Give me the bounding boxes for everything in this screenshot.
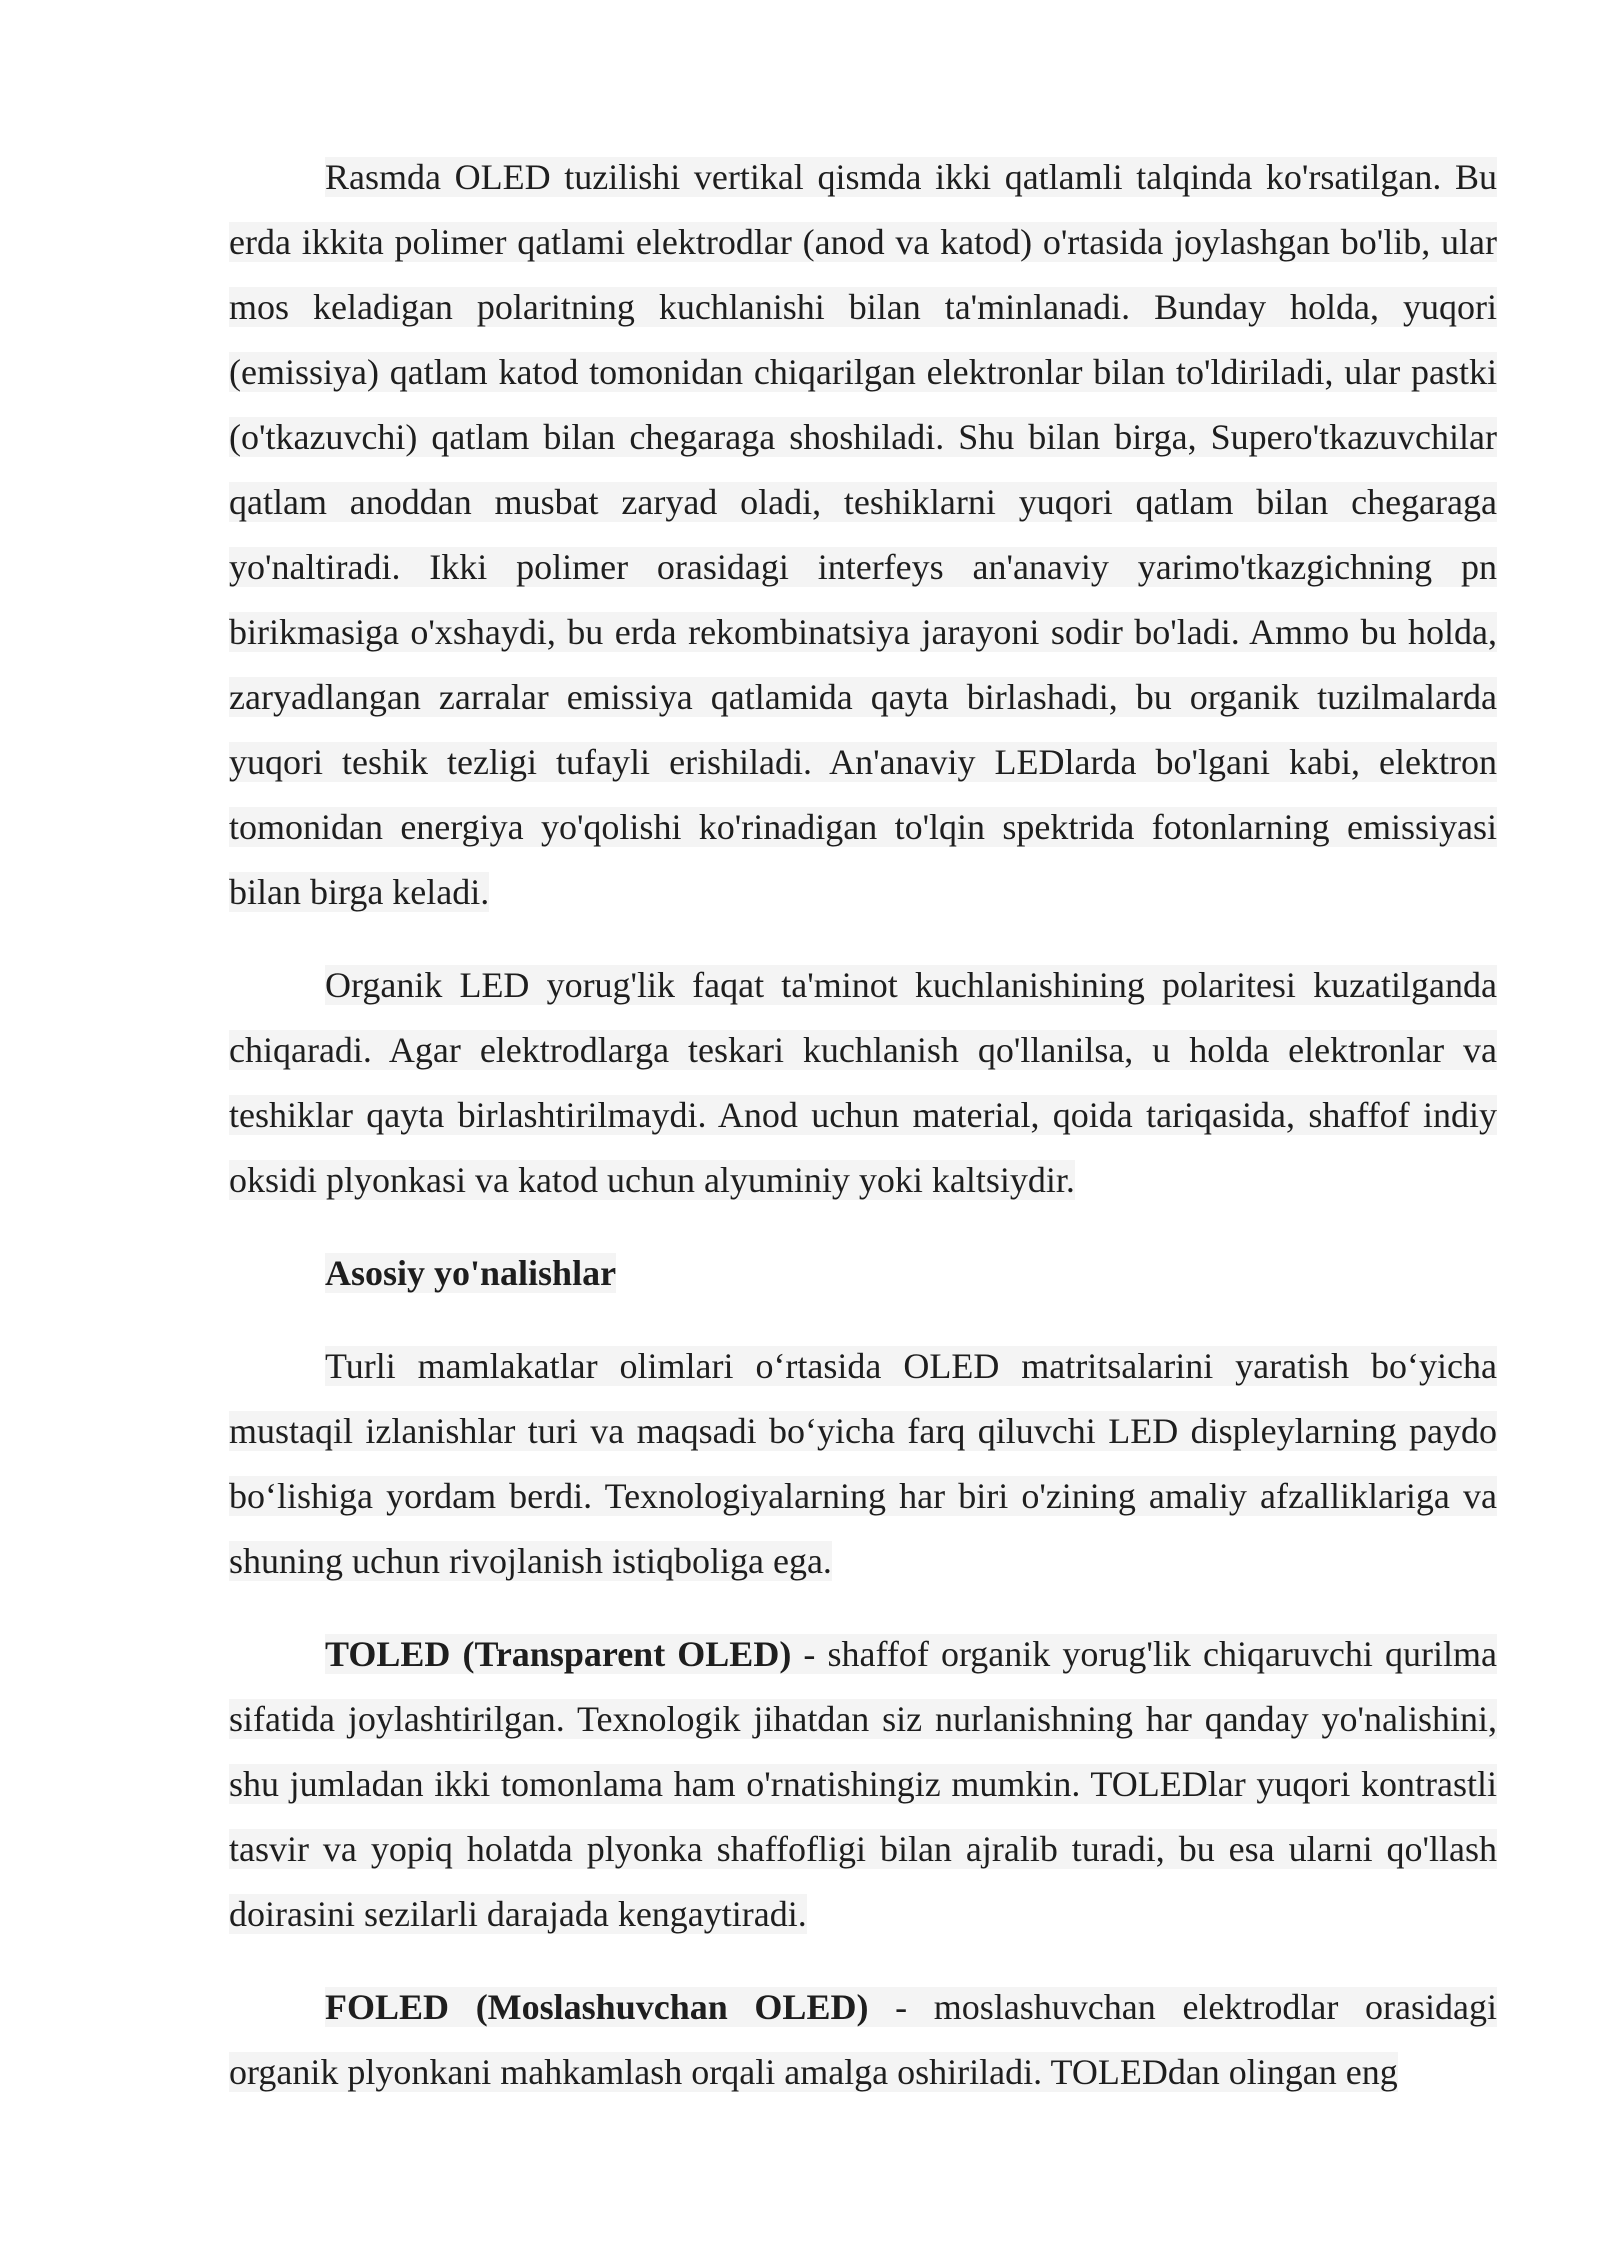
paragraph-text: - moslashuvchan elektrodlar orasidagi organik plyonkani mahkamlash orqali amalga oshiriladi. TOLEDdan olingan eng xyxy=(229,1987,1498,2092)
paragraph-text: - shaffof organik yorug'lik chiqaruvchi qurilma sifatida joylashtirilgan. Texnologik jihatdan siz nurlanishning har qanday yo'nalishini, shu jumladan ikki tomonlama ham o'rnatishingiz mumkin. TOLEDlar yuqori kontrastli tasvir va yopiq holatda plyonka shaffofligi bilan ajralib turadi, bu esa ularni qo'llash doirasini sezilarli darajada kengaytiradi. xyxy=(229,1634,1497,1934)
paragraph-toled xyxy=(229,1622,1497,1947)
paragraph-oled-structure xyxy=(229,145,1497,925)
heading-text: Asosiy yo'nalishlar xyxy=(325,1253,617,1293)
paragraph-oled-polarity xyxy=(229,953,1497,1213)
paragraph-text: Turli mamlakatlar olimlari o‘rtasida OLED matritsalarini yaratish bo‘yicha mustaqil izlanishlar turi va maqsadi bo‘yicha farq qiluvchi LED displeylarning paydo bo‘lishiga yordam berdi. Texnologiyalarning har biri o'zining amaliy afzalliklariga va shuning uchun rivojlanish istiqboliga ega. xyxy=(229,1346,1497,1581)
section-heading xyxy=(229,1241,1497,1306)
paragraph-text: Organik LED yorug'lik faqat ta'minot kuchlanishining polaritesi kuzatilganda chiqaradi. Agar elektrodlarga teskari kuchlanish qo'llanilsa, u holda elektronlar va teshiklar qayta birlashtirilmaydi. Anod uchun material, qoida tariqasida, shaffof indiy oksidi plyonkasi va katod uchun alyuminiy yoki kaltsiydir. xyxy=(229,965,1497,1200)
document-page xyxy=(229,145,1497,2133)
term-foled: FOLED (Moslashuvchan OLED) xyxy=(325,1987,869,2027)
paragraph-research xyxy=(229,1334,1497,1594)
term-toled: TOLED (Transparent OLED) xyxy=(325,1634,792,1674)
paragraph-text: Rasmda OLED tuzilishi vertikal qismda ikki qatlamli talqinda ko'rsatilgan. Bu erda ikkita polimer qatlami elektrodlar (anod va katod) o'rtasida joylashgan bo'lib, ular mos keladigan polaritning kuchlanishi bilan ta'minlanadi. Bunday holda, yuqori (emissiya) qatlam katod tomonidan chiqarilgan elektronlar bilan to'ldiriladi, ular pastki (o'tkazuvchi) qatlam bilan chegaraga shoshiladi. Shu bilan birga, Supero'tkazuvchilar qatlam anoddan musbat zaryad oladi, teshiklarni yuqori qatlam bilan chegaraga yo'naltiradi. Ikki polimer orasidagi interfeys an'anaviy yarimo'tkazgichning pn birikmasiga o'xshaydi, bu erda rekombinatsiya jarayoni sodir bo'ladi. Ammo bu holda, zaryadlangan zarralar emissiya qatlamida qayta birlashadi, bu organik tuzilmalarda yuqori teshik tezligi tufayli erishiladi. An'anaviy LEDlarda bo'lgani kabi, elektron tomonidan energiya yo'qolishi ko'rinadigan to'lqin spektrida fotonlarning emissiyasi bilan birga keladi. xyxy=(229,157,1497,912)
paragraph-foled xyxy=(229,1975,1497,2105)
